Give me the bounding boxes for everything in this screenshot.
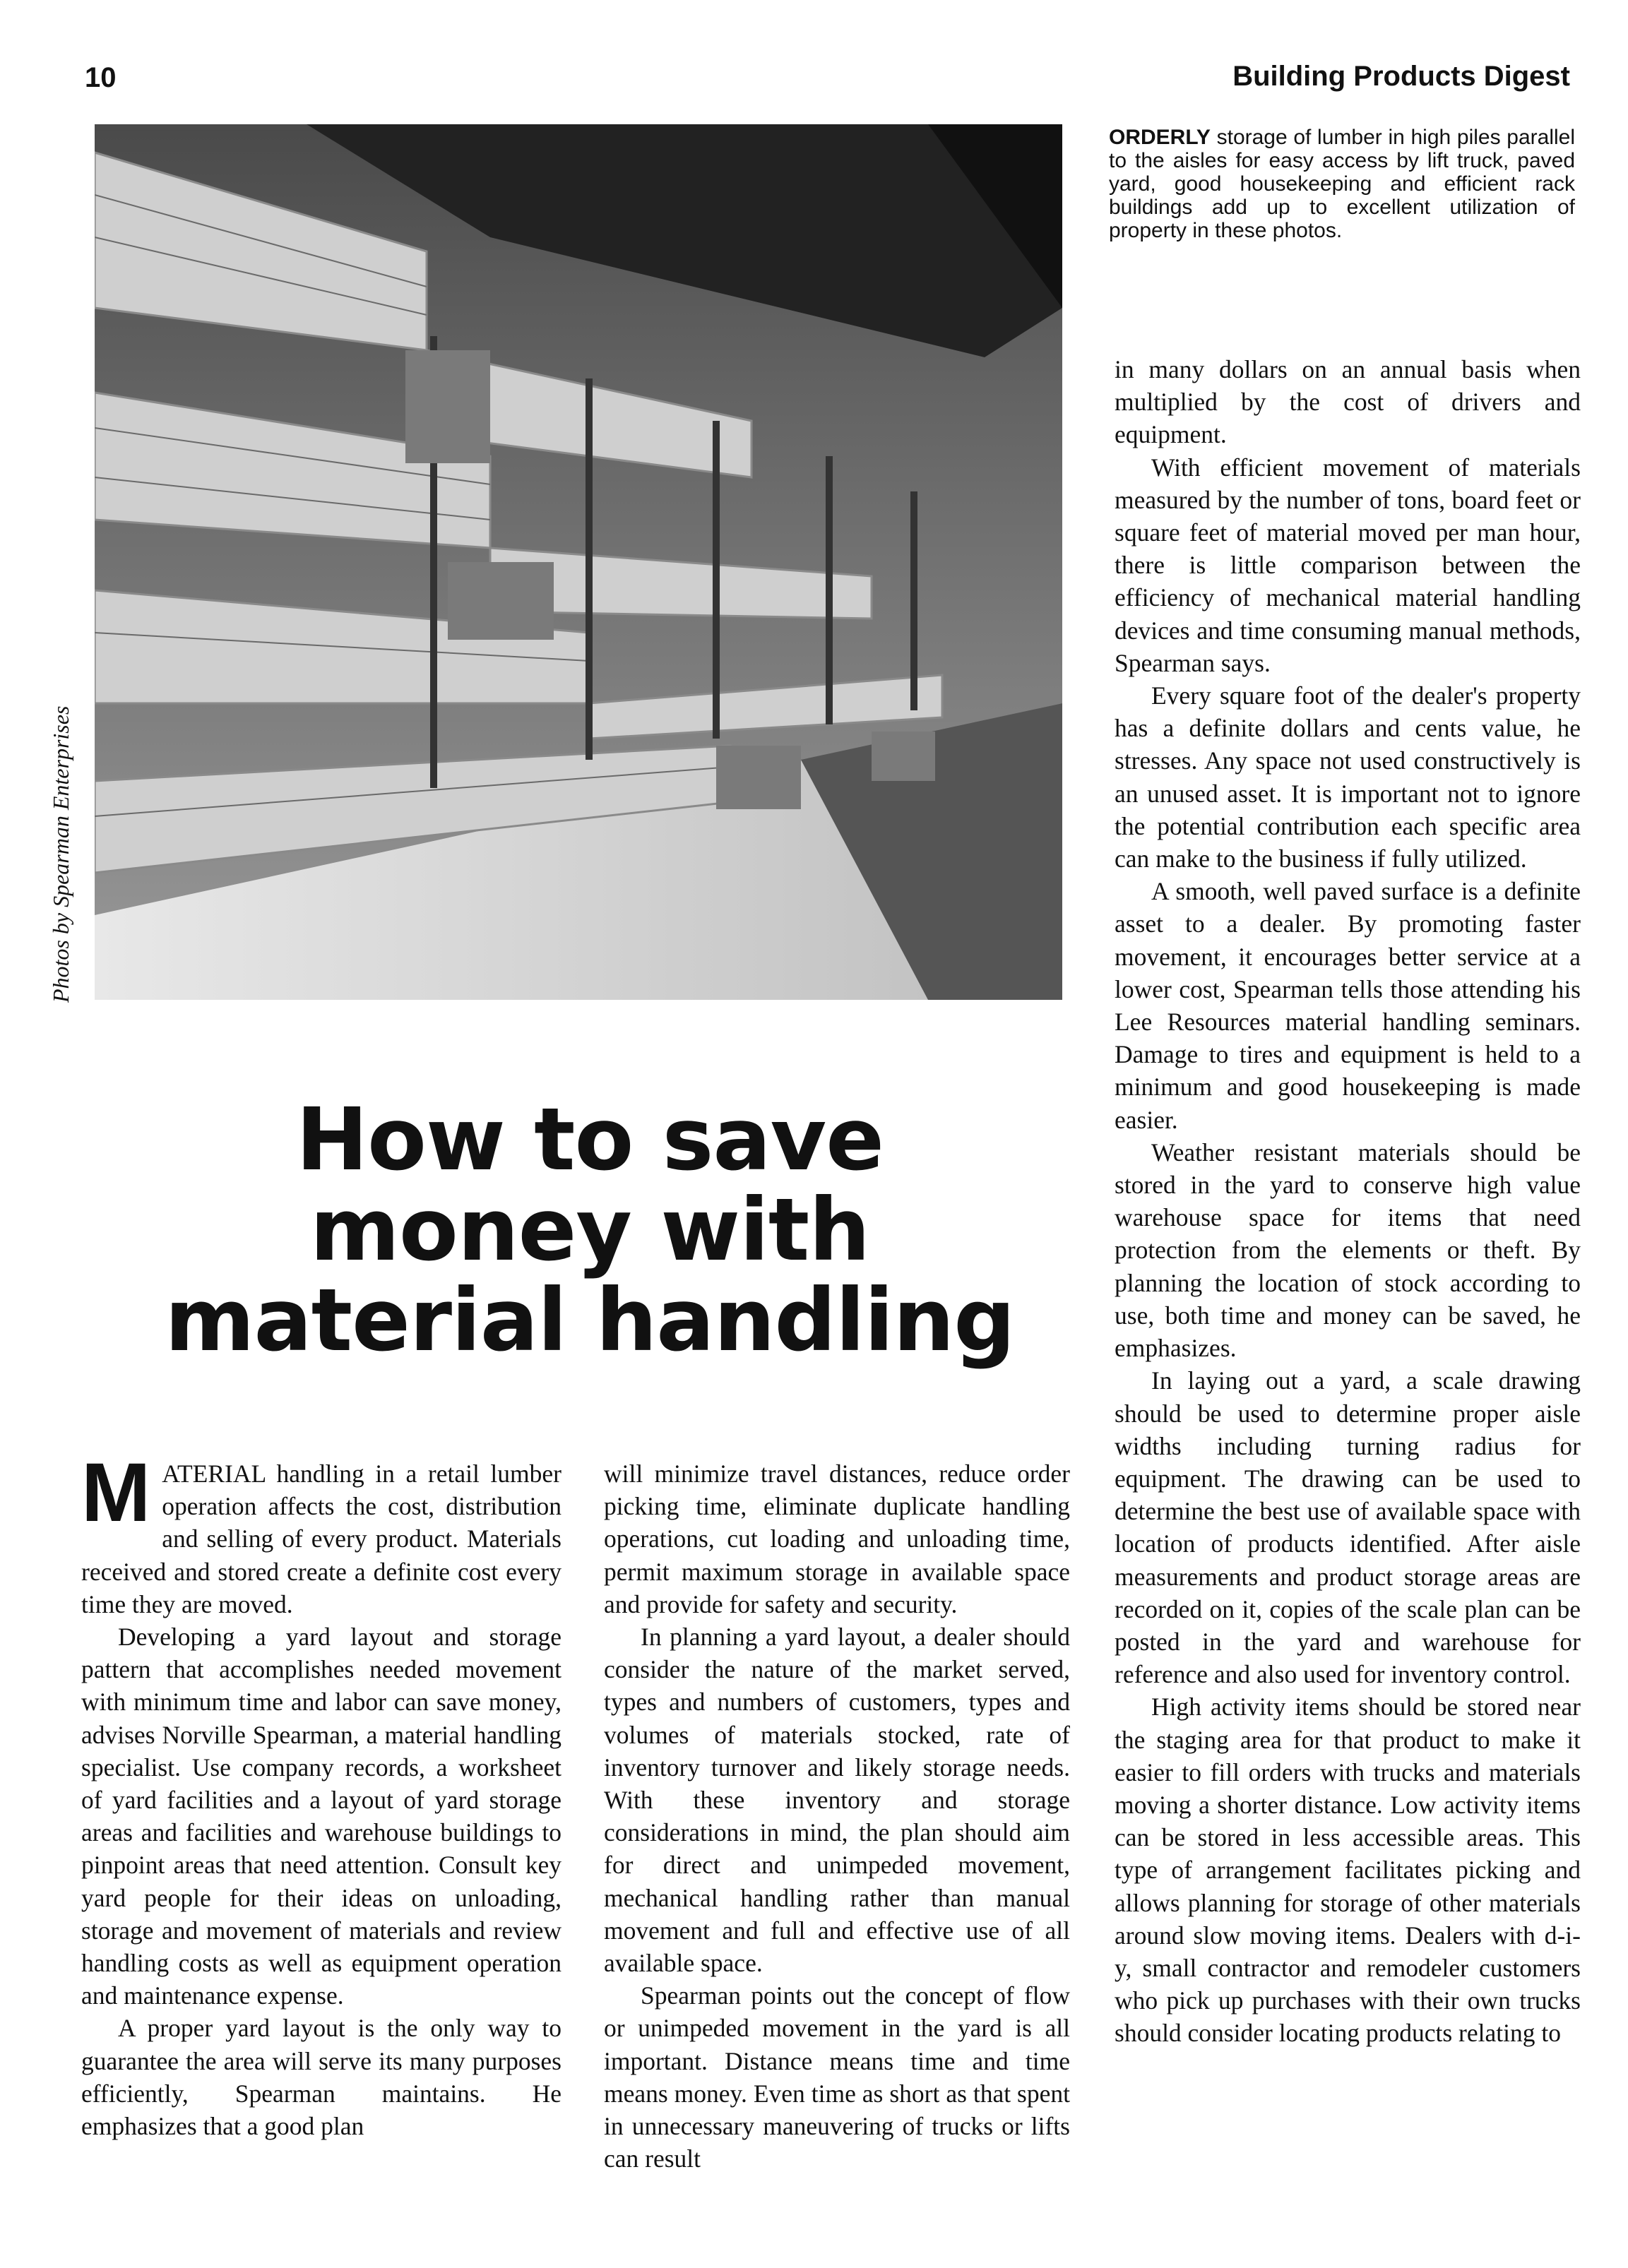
paragraph: A smooth, well paved surface is a definite asset to a dealer. By promoting faster movement, it encourages better service at a lower cost, Spearman tells those attending his Lee Resources material handling seminars. Damage to tires and equipment is held to a minimum and good housekeeping is made easier. <box>1115 877 1581 1134</box>
paragraph: Spearman points out the concept of flow or unimpeded movement in the yard is all important. Distance means time and time means money. Even time as short as that spent in unnecessary maneuvering of trucks or lifts can result <box>604 1981 1070 2173</box>
caption-lead: ORDERLY <box>1109 126 1211 149</box>
paragraph: in many dollars on an annual basis when multiplied by the cost of drivers and equipment. <box>1115 355 1581 449</box>
publication-title: Building Products Digest <box>1232 61 1570 92</box>
paragraph <box>81 1446 562 1621</box>
caption-text: storage of lumber in high piles parallel to the aisles for easy access by lift truck, paved yard, good housekeeping and efficient rack buildings add up to excellent utilization of property in these photos. <box>1109 126 1575 242</box>
paragraph-text: ATERIAL handling in a retail lumber operation affects the cost, distribution and selling of every product. Materials received and stored create a definite cost every time they are moved. <box>81 1460 562 1618</box>
lumber-rack-icon <box>95 124 1062 1000</box>
paragraph: Every square foot of the dealer's property has a definite dollars and cents value, he stresses. Any space not used constructively is an unused asset. It is important not to ignore the potential contribution each specific area can make to the business if fully utilized. <box>1115 681 1581 873</box>
photo-credit: Photos by Spearman Enterprises <box>48 705 73 1003</box>
headline-line-2: money with <box>309 1180 870 1280</box>
paragraph: Weather resistant materials should be stored in the yard to conserve high value warehouse space for items that need protection from the elements or theft. By planning the location of stock according to use, both time and money can be saved, he emphasizes. <box>1115 1138 1581 1363</box>
photo-caption <box>1109 126 1575 242</box>
paragraph: With efficient movement of materials measured by the number of tons, board feet or square feet of material moved per man hour, there is little comparison between the efficiency of mechanical material handling devices and time consuming manual methods, Spearman says. <box>1115 453 1581 677</box>
lumber-yard-photo <box>95 124 1062 1000</box>
headline-line-1: How to save <box>296 1090 884 1190</box>
article-headline <box>106 1090 1074 1371</box>
page-number: 10 <box>85 62 117 93</box>
paragraph: A proper yard layout is the only way to guarantee the area will serve its many purposes efficiently, Spearman maintains. He emphasizes that a good plan <box>81 2014 562 2141</box>
article-column-1 <box>81 1446 562 2142</box>
headline-line-3: material handling <box>165 1270 1015 1371</box>
paragraph: High activity items should be stored near the staging area for that product to make it easier to fill orders with trucks and materials moving a shorter distance. Low activity items can be stored in less accessible areas. This type of arrangement facilitates picking and allows planning for storage of other materials around slow moving items. Dealers with d-i-y, small contractor and remodeler customers who pick up purchases with their own trucks should consider locating products relating to <box>1115 1693 1581 2048</box>
paragraph: In planning a yard layout, a dealer should consider the nature of the market served, types and numbers of customers, types and volumes of materials stocked, rate of inventory turnover and likely storage needs. With these inventory and storage considerations in mind, the plan should aim for direct and unimpeded movement, mechanical handling rather than manual movement and full and effective use of all available space. <box>604 1623 1070 1978</box>
paragraph: will minimize travel distances, reduce order picking time, eliminate duplicate handling operations, cut loading and unloading time, permit maximum storage in available space and provide for safety and security. <box>604 1460 1070 1618</box>
drop-cap: M <box>81 1446 151 1539</box>
article-column-2 <box>604 1457 1070 2175</box>
article-column-3 <box>1115 353 1581 2050</box>
paragraph: Developing a yard layout and storage pattern that accomplishes needed movement with minimum time and labor can save money, advises Norville Spearman, a material handling specialist. Use company records, a worksheet of yard facilities and a layout of yard storage areas and facilities and warehouse buildings to pinpoint areas that need attention. Consult key yard people for their ideas on unloading, storage and movement of materials and review handling costs as well as equipment operation and maintenance expense. <box>81 1623 562 2010</box>
paragraph: In laying out a yard, a scale drawing should be used to determine proper aisle widths including turning radius for equipment. The drawing can be used to determine the best use of available space with location of products identified. After aisle measurements and product storage areas are recorded on it, copies of the scale plan can be posted in the yard and warehouse for reference and also used for inventory control. <box>1115 1366 1581 1689</box>
